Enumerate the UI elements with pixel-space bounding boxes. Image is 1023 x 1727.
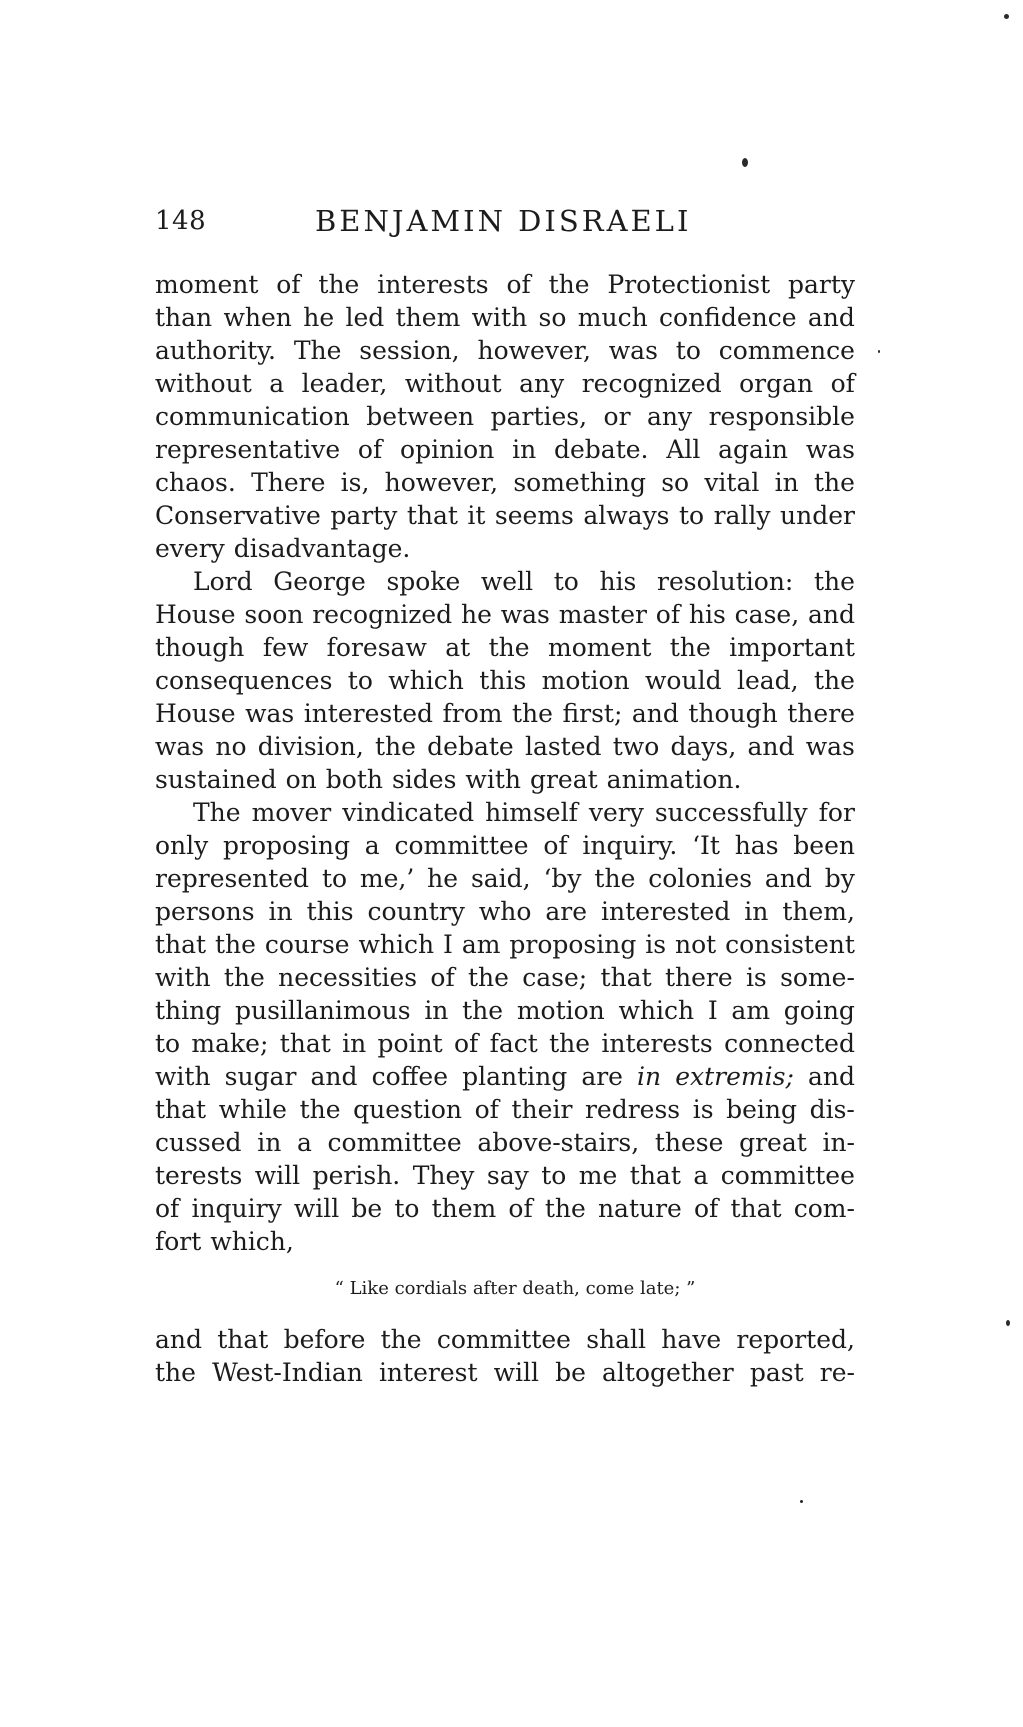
text-line: the West-Indian interest will be altogether past re- bbox=[155, 1358, 855, 1387]
text-line: consequences to which this motion would lead, the bbox=[155, 666, 855, 695]
text-line: thing pusillanimous in the motion which I am going bbox=[155, 996, 855, 1025]
paragraphs bbox=[155, 268, 855, 1258]
text-line: with the necessities of the case; that there is some- bbox=[155, 963, 855, 992]
text-line: The mover vindicated himself very successfully for bbox=[193, 798, 855, 827]
ink-speck bbox=[800, 1500, 803, 1503]
body-text bbox=[155, 268, 855, 1389]
text-line: that while the question of their redress is being dis- bbox=[155, 1095, 855, 1124]
text-line: of inquiry will be to them of the nature of that com- bbox=[155, 1194, 855, 1223]
page-header bbox=[155, 200, 855, 244]
paragraph bbox=[155, 268, 855, 565]
running-head: BENJAMIN DISRAELI bbox=[315, 204, 692, 238]
paragraph bbox=[155, 796, 855, 1258]
text-line: representative of opinion in debate. All again was bbox=[155, 435, 855, 464]
text-line: moment of the interests of the Protectionist party bbox=[155, 270, 855, 299]
text-line: than when he led them with so much confidence and bbox=[155, 303, 855, 332]
text-line: was no division, the debate lasted two days, and was bbox=[155, 732, 855, 761]
text-line: authority. The session, however, was to commence bbox=[155, 336, 855, 365]
paragraph bbox=[155, 565, 855, 796]
text-line: sustained on both sides with great animation. bbox=[155, 765, 742, 794]
ink-speck bbox=[878, 350, 880, 353]
text-line: cussed in a committee above-stairs, these great in- bbox=[155, 1128, 855, 1157]
text-line: communication between parties, or any responsible bbox=[155, 402, 855, 431]
text-line: Lord George spoke well to his resolution: the bbox=[193, 567, 855, 596]
text-line: to make; that in point of fact the interests connected bbox=[155, 1029, 855, 1058]
text-line: only proposing a committee of inquiry. ‘It has been bbox=[155, 831, 855, 860]
text-line: House soon recognized he was master of his case, and bbox=[155, 600, 855, 629]
text-line: though few foresaw at the moment the important bbox=[155, 633, 855, 662]
text-line: with sugar and coffee planting are in extremis; and bbox=[155, 1062, 855, 1091]
ink-speck bbox=[1004, 14, 1009, 19]
text-line: Conservative party that it seems always to rally under bbox=[155, 501, 855, 530]
text-line: persons in this country who are interested in them, bbox=[155, 897, 855, 926]
text-line: chaos. There is, however, something so vital in the bbox=[155, 468, 855, 497]
text-line: every disadvantage. bbox=[155, 534, 411, 563]
quotation: “ Like cordials after death, come late; ” bbox=[334, 1278, 696, 1299]
ink-speck bbox=[1006, 1320, 1010, 1326]
text-line: House was interested from the first; and though there bbox=[155, 699, 855, 728]
text-line: and that before the committee shall have reported, bbox=[155, 1325, 855, 1354]
continuation-paragraph bbox=[155, 1323, 855, 1389]
page-number: 148 bbox=[155, 206, 207, 236]
text-line: without a leader, without any recognized organ of bbox=[155, 369, 855, 398]
ink-speck bbox=[742, 158, 748, 167]
text-line: terests will perish. They say to me that a committee bbox=[155, 1161, 855, 1190]
text-line: represented to me,’ he said, ‘by the colonies and by bbox=[155, 864, 855, 893]
text-line: that the course which I am proposing is not consistent bbox=[155, 930, 855, 959]
text-line: fort which, bbox=[155, 1227, 294, 1256]
